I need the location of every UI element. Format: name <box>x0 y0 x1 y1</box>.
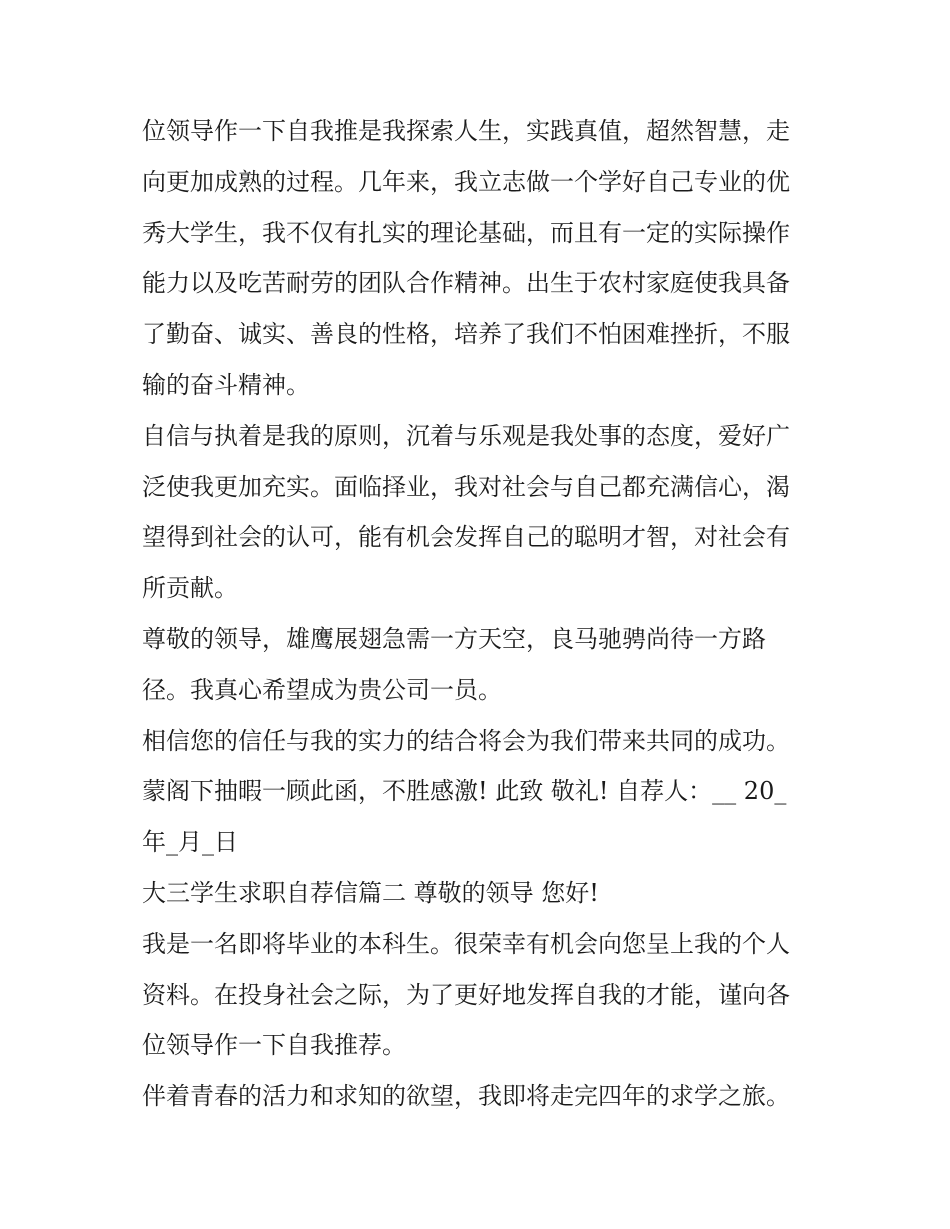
text-line: 所贡献。 <box>142 574 238 603</box>
text-line: 伴着青春的活力和求知的欲望，我即将走完四年的求学之旅。 <box>142 1082 790 1111</box>
text-line: 输的奋斗精神。 <box>142 370 310 399</box>
text-line: 位领导作一下自我推荐。 <box>142 1031 406 1060</box>
text-line: 位领导作一下自我推是我探索人生，实践真值，超然智慧，走 <box>142 117 790 145</box>
section-heading: 大三学生求职自荐信篇二 尊敬的领导 您好! <box>142 878 599 907</box>
text-line: 资料。在投身社会之际，为了更好地发挥自我的才能，谨向各 <box>142 980 790 1009</box>
text-line: 泛使我更加充实。面临择业，我对社会与自己都充满信心，渴 <box>142 472 790 501</box>
body-text <box>142 106 822 1122</box>
text-line: 自信与执着是我的原则，沉着与乐观是我处事的态度，爱好广 <box>142 421 790 450</box>
text-line: 尊敬的领导，雄鹰展翅急需一方天空，良马驰骋尚待一方路 <box>142 624 766 653</box>
text-line: 了勤奋、诚实、善良的性格，培养了我们不怕困难挫折，不服 <box>142 320 790 349</box>
text-line: 能力以及吃苦耐劳的团队合作精神。出生于农村家庭使我具备 <box>142 269 790 298</box>
text-line: 我是一名即将毕业的本科生。很荣幸有机会向您呈上我的个人 <box>142 929 790 958</box>
text-line: 年_月_日 <box>142 828 238 857</box>
text-line: 望得到社会的认可，能有机会发挥自己的聪明才智，对社会有 <box>142 523 790 552</box>
text-line: 秀大学生，我不仅有扎实的理论基础，而且有一定的实际操作 <box>142 218 790 247</box>
text-line: 向更加成熟的过程。几年来，我立志做一个学好自己专业的优 <box>142 167 790 196</box>
text-line: 径。我真心希望成为贵公司一员。 <box>142 675 502 704</box>
text-line: 蒙阁下抽暇一顾此函，不胜感激! 此致 敬礼! 自荐人：__ 20_ <box>142 777 787 806</box>
text-line: 相信您的信任与我的实力的结合将会为我们带来共同的成功。 <box>142 726 790 755</box>
